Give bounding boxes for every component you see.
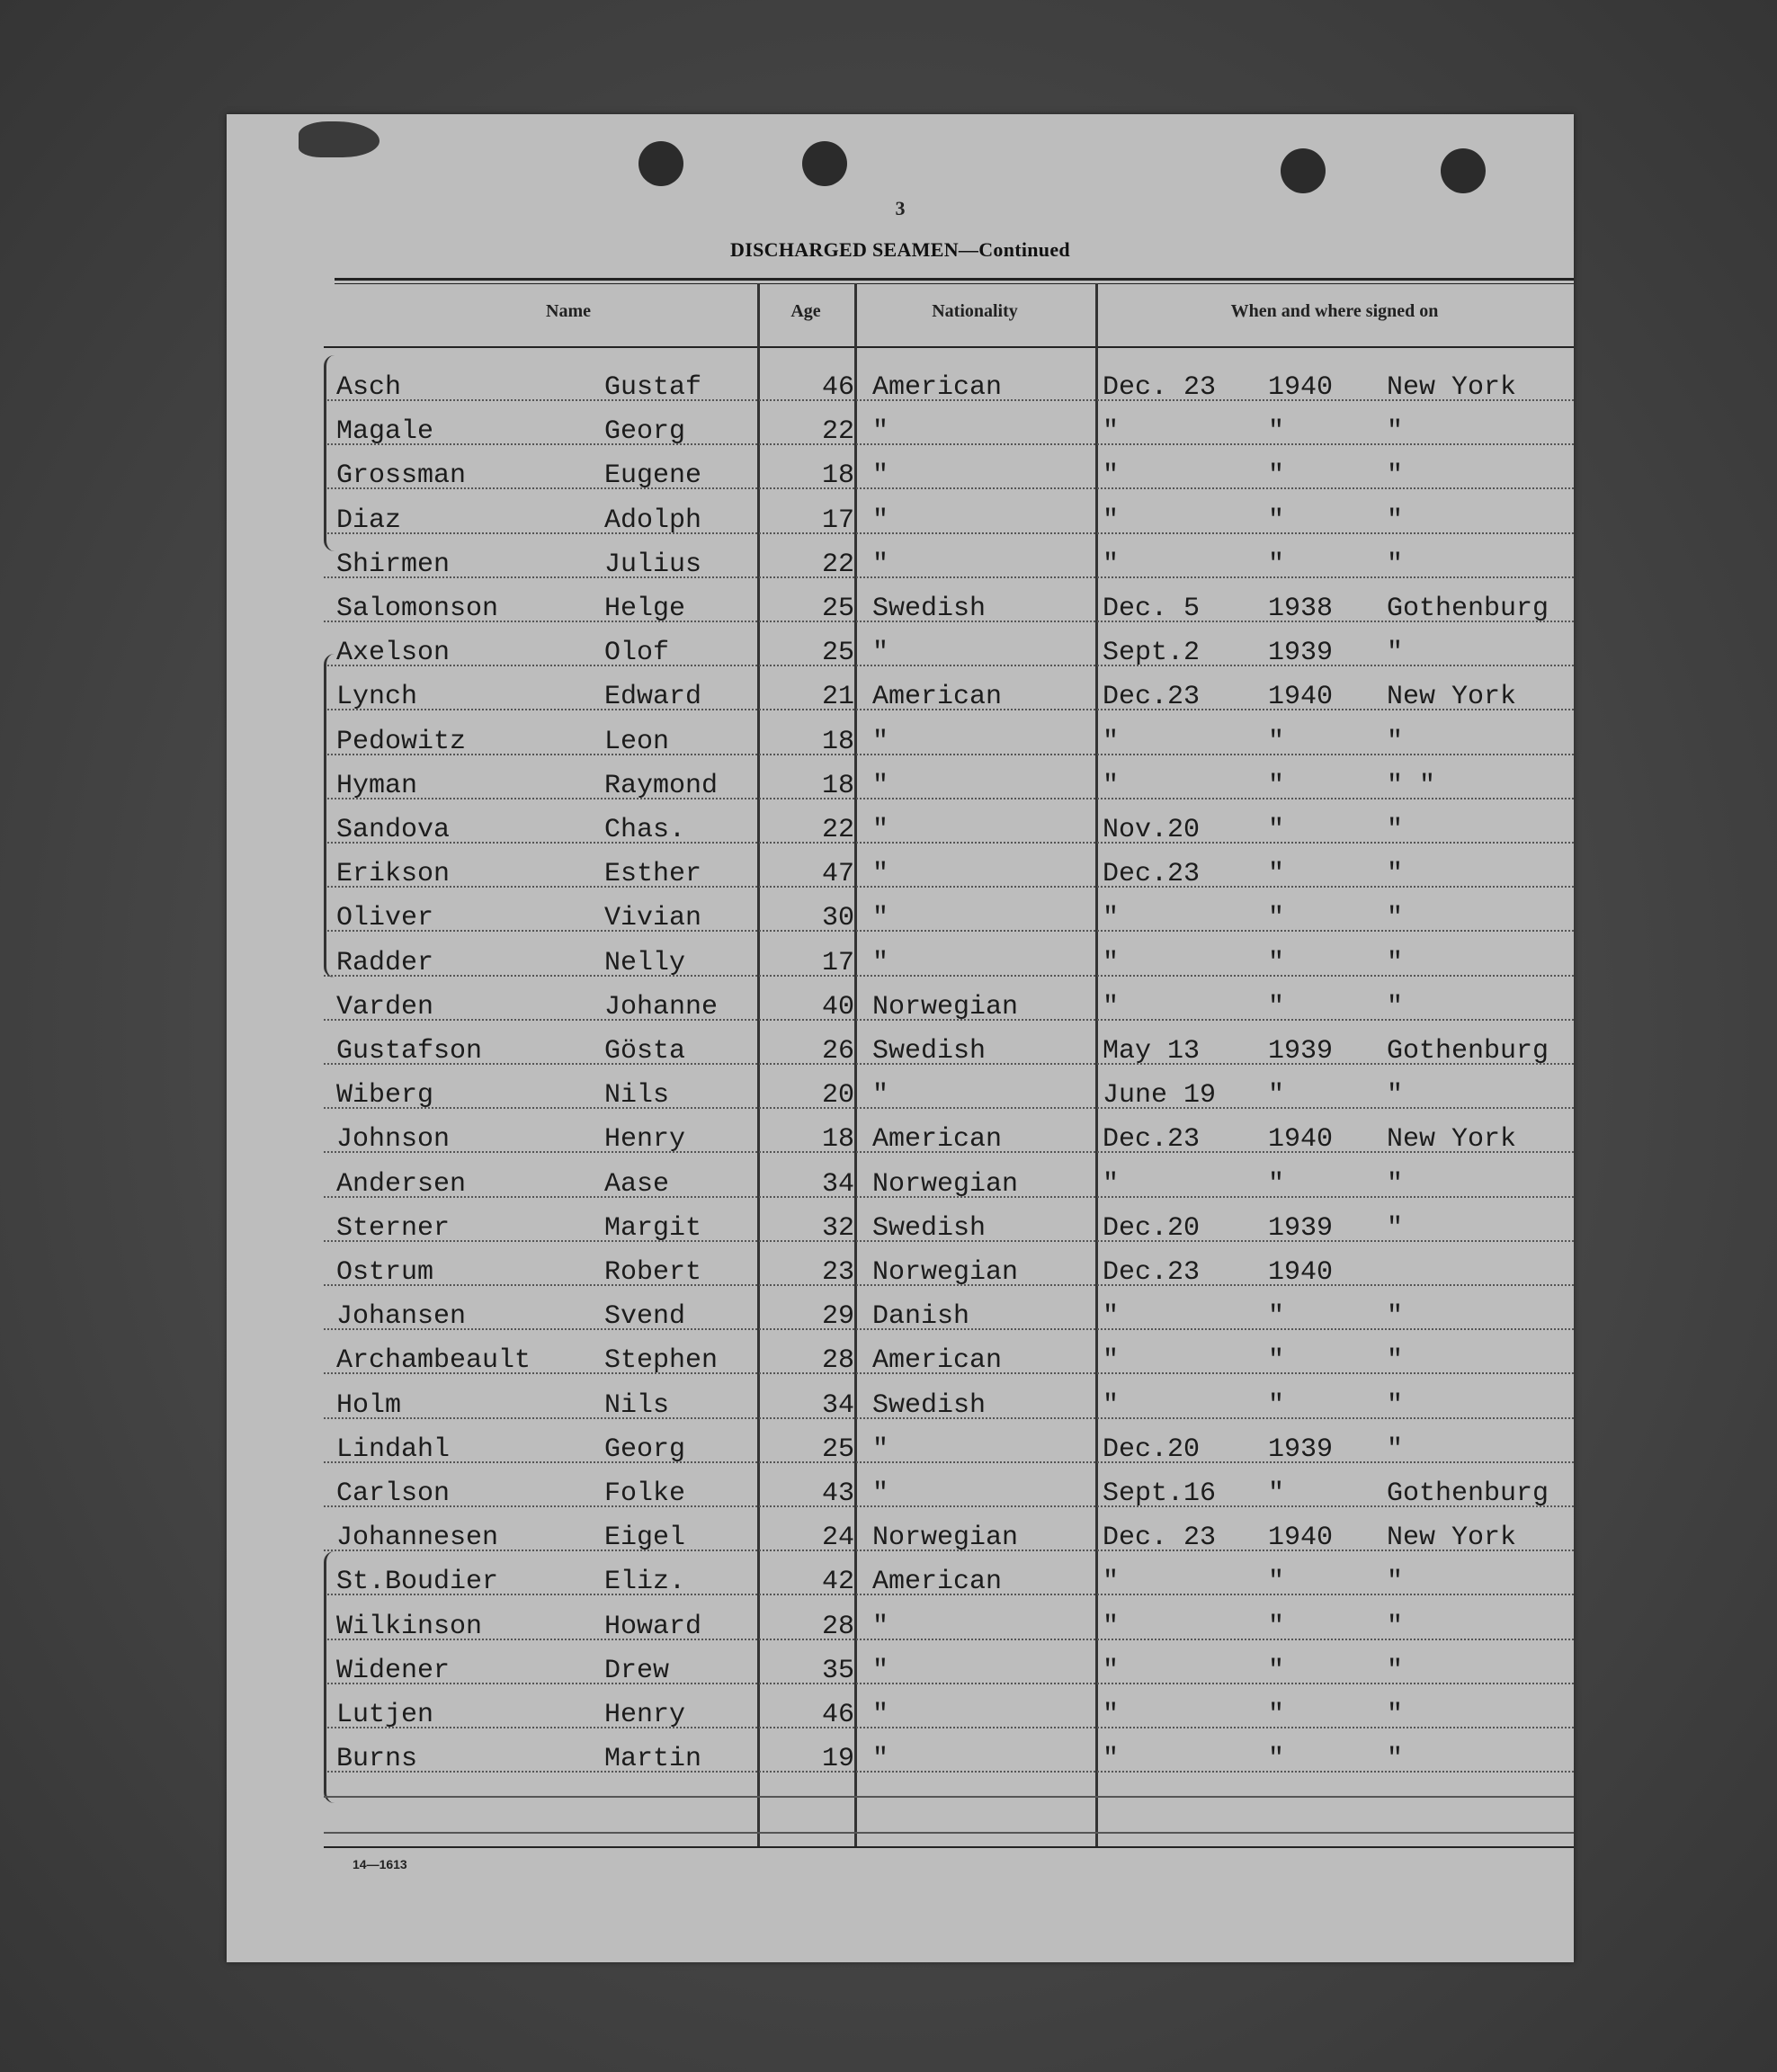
last-name-cell: Widener	[336, 1655, 451, 1686]
age-cell: 19	[821, 1744, 854, 1775]
first-name-cell: Margit	[604, 1212, 702, 1244]
signed-date-cell: "	[1103, 903, 1120, 934]
table-row	[227, 1642, 1574, 1686]
table-row	[227, 978, 1574, 1023]
last-name-cell: Burns	[336, 1744, 418, 1775]
first-name-cell: Johanne	[604, 991, 719, 1023]
first-name-cell: Edward	[604, 682, 702, 713]
page-number: 3	[895, 197, 906, 219]
signed-date-cell: "	[1103, 549, 1120, 580]
last-name-cell: Johnson	[336, 1124, 451, 1156]
last-name-cell: Lindahl	[336, 1433, 451, 1465]
age-cell: 20	[821, 1080, 854, 1112]
signed-port-cell: "	[1387, 1567, 1404, 1598]
age-cell: 22	[821, 815, 854, 845]
last-name-cell: Oliver	[336, 903, 434, 934]
signed-date-cell: Nov.20	[1103, 815, 1201, 845]
nationality-cell: "	[872, 947, 889, 978]
nationality-cell: Swedish	[872, 1389, 987, 1421]
last-name-cell: Varden	[336, 991, 434, 1023]
age-cell: 46	[821, 1700, 854, 1730]
table-row	[227, 757, 1574, 801]
signed-year-cell: 1940	[1268, 682, 1334, 713]
signed-port-cell: "	[1387, 549, 1404, 580]
signed-year-cell: "	[1268, 947, 1285, 978]
age-cell: 30	[821, 903, 854, 934]
last-name-cell: Holm	[336, 1389, 402, 1421]
first-name-cell: Eugene	[604, 460, 702, 492]
table-row	[227, 1288, 1574, 1332]
first-name-cell: Raymond	[604, 770, 719, 801]
age-cell: 18	[821, 726, 854, 757]
nationality-cell: "	[872, 726, 889, 757]
last-name-cell: Axelson	[336, 638, 451, 669]
nationality-cell: Norwegian	[872, 991, 1019, 1023]
table-row	[227, 1553, 1574, 1597]
age-cell: 28	[821, 1611, 854, 1642]
nationality-cell: American	[872, 682, 1003, 713]
nationality-cell: "	[872, 460, 889, 492]
signed-year-cell: "	[1268, 416, 1285, 448]
table-row	[227, 1156, 1574, 1200]
nationality-cell: "	[872, 1700, 889, 1730]
blank-line	[324, 1832, 1574, 1834]
signed-port-cell: "	[1387, 726, 1404, 757]
nationality-cell: "	[872, 638, 889, 669]
signed-port-cell: "	[1387, 1168, 1404, 1200]
table-row	[227, 1686, 1574, 1730]
signed-year-cell: 1939	[1268, 1036, 1334, 1067]
table-row	[227, 492, 1574, 536]
first-name-cell: Adolph	[604, 505, 702, 536]
signed-year-cell: "	[1268, 903, 1285, 934]
signed-year-cell: "	[1268, 1080, 1285, 1112]
table-row	[227, 845, 1574, 889]
age-cell: 25	[821, 638, 854, 669]
last-name-cell: Grossman	[336, 460, 467, 492]
signed-date-cell: "	[1103, 770, 1120, 801]
age-cell: 21	[821, 682, 854, 713]
first-name-cell: Julius	[604, 549, 702, 580]
signed-year-cell: "	[1268, 991, 1285, 1023]
nationality-cell: American	[872, 1567, 1003, 1598]
table-row	[227, 1509, 1574, 1553]
table-row	[227, 1244, 1574, 1288]
first-name-cell: Aase	[604, 1168, 670, 1200]
age-cell: 29	[821, 1301, 854, 1333]
last-name-cell: Radder	[336, 947, 434, 978]
signed-date-cell: "	[1103, 416, 1120, 448]
signed-year-cell: "	[1268, 549, 1285, 580]
age-cell: 18	[821, 1124, 854, 1156]
signed-year-cell: "	[1268, 859, 1285, 890]
nationality-cell: "	[872, 903, 889, 934]
signed-date-cell: Dec.23	[1103, 859, 1201, 890]
signed-year-cell: 1940	[1268, 1523, 1334, 1554]
bracket-mark	[324, 654, 339, 978]
nationality-cell: American	[872, 1345, 1003, 1377]
signed-date-cell: "	[1103, 991, 1120, 1023]
nationality-cell: "	[872, 770, 889, 801]
signed-port-cell: "	[1387, 1080, 1404, 1112]
signed-date-cell: "	[1103, 1744, 1120, 1775]
signed-year-cell: "	[1268, 505, 1285, 536]
punch-hole	[802, 141, 847, 186]
signed-port-cell: New York	[1387, 1124, 1517, 1156]
first-name-cell: Nils	[604, 1389, 670, 1421]
signed-port-cell: Gothenburg	[1387, 1036, 1549, 1067]
signed-port-cell: "	[1387, 638, 1404, 669]
nationality-cell: "	[872, 1080, 889, 1112]
last-name-cell: Sandova	[336, 815, 451, 845]
first-name-cell: Olof	[604, 638, 670, 669]
age-cell: 18	[821, 460, 854, 492]
first-name-cell: Eliz.	[604, 1567, 686, 1598]
first-name-cell: Nelly	[604, 947, 686, 978]
signed-year-cell: 1939	[1268, 1433, 1334, 1465]
first-name-cell: Stephen	[604, 1345, 719, 1377]
first-name-cell: Esther	[604, 859, 702, 890]
age-cell: 40	[821, 991, 854, 1023]
signed-year-cell: "	[1268, 770, 1285, 801]
age-cell: 25	[821, 594, 854, 624]
table-row	[227, 1730, 1574, 1774]
age-cell: 23	[821, 1257, 854, 1288]
header-bottom-rule	[324, 346, 1574, 348]
age-cell: 46	[821, 372, 854, 403]
signed-year-cell: "	[1268, 1655, 1285, 1686]
last-name-cell: Sterner	[336, 1212, 451, 1244]
column-header-nationality: Nationality	[932, 301, 1018, 321]
age-cell: 42	[821, 1567, 854, 1598]
signed-year-cell: "	[1268, 1478, 1285, 1509]
signed-port-cell: "	[1387, 1345, 1404, 1377]
nationality-cell: "	[872, 1611, 889, 1642]
last-name-cell: Salomonson	[336, 594, 499, 624]
age-cell: 25	[821, 1433, 854, 1465]
nationality-cell: Swedish	[872, 1036, 987, 1067]
signed-port-cell: "	[1387, 815, 1404, 845]
last-name-cell: Andersen	[336, 1168, 467, 1200]
signed-port-cell: New York	[1387, 1523, 1517, 1554]
nationality-cell: American	[872, 372, 1003, 403]
last-name-cell: Shirmen	[336, 549, 451, 580]
signed-port-cell: "	[1387, 1212, 1404, 1244]
signed-year-cell: 1940	[1268, 1124, 1334, 1156]
first-name-cell: Drew	[604, 1655, 670, 1686]
last-name-cell: Diaz	[336, 505, 402, 536]
signed-port-cell: "	[1387, 903, 1404, 934]
first-name-cell: Folke	[604, 1478, 686, 1509]
last-name-cell: Johansen	[336, 1301, 467, 1333]
age-cell: 32	[821, 1212, 854, 1244]
last-name-cell: Magale	[336, 416, 434, 448]
signed-port-cell: "	[1387, 1655, 1404, 1686]
signed-date-cell: Dec.20	[1103, 1433, 1201, 1465]
signed-year-cell: "	[1268, 1301, 1285, 1333]
table-row	[227, 668, 1574, 712]
header-rule	[335, 283, 1574, 284]
last-name-cell: Asch	[336, 372, 402, 403]
signed-port-cell: Gothenburg	[1387, 594, 1549, 624]
last-name-cell: Wilkinson	[336, 1611, 483, 1642]
table-row	[227, 889, 1574, 933]
first-name-cell: Eigel	[604, 1523, 686, 1554]
first-name-cell: Leon	[604, 726, 670, 757]
first-name-cell: Martin	[604, 1744, 702, 1775]
nationality-cell: "	[872, 859, 889, 890]
signed-year-cell: 1938	[1268, 594, 1334, 624]
last-name-cell: Hyman	[336, 770, 418, 801]
last-name-cell: Wiberg	[336, 1080, 434, 1112]
age-cell: 28	[821, 1345, 854, 1377]
last-name-cell: Gustafson	[336, 1036, 483, 1067]
table-row	[227, 580, 1574, 624]
signed-year-cell: "	[1268, 1168, 1285, 1200]
first-name-cell: Gösta	[604, 1036, 686, 1067]
nationality-cell: "	[872, 549, 889, 580]
table-bottom-rule	[324, 1846, 1574, 1848]
signed-port-cell: "	[1387, 460, 1404, 492]
punch-hole	[638, 141, 683, 186]
nationality-cell: Norwegian	[872, 1168, 1019, 1200]
table-row	[227, 801, 1574, 845]
first-name-cell: Georg	[604, 416, 686, 448]
table-row	[227, 1377, 1574, 1421]
table-row	[227, 1200, 1574, 1244]
signed-port-cell: "	[1387, 416, 1404, 448]
signed-date-cell: Sept.2	[1103, 638, 1201, 669]
signed-port-cell: "	[1387, 859, 1404, 890]
signed-year-cell: "	[1268, 1611, 1285, 1642]
table-row	[227, 624, 1574, 668]
nationality-cell: "	[872, 416, 889, 448]
signed-port-cell: " "	[1387, 770, 1436, 801]
age-cell: 47	[821, 859, 854, 890]
signed-date-cell: "	[1103, 1345, 1120, 1377]
age-cell: 17	[821, 505, 854, 536]
nationality-cell: Swedish	[872, 594, 987, 624]
table-row	[227, 713, 1574, 757]
nationality-cell: "	[872, 505, 889, 536]
signed-date-cell: Dec.23	[1103, 1124, 1201, 1156]
signed-year-cell: 1940	[1268, 1257, 1334, 1288]
age-cell: 24	[821, 1523, 854, 1554]
column-header-signed-on: When and where signed on	[1230, 301, 1439, 321]
age-cell: 34	[821, 1168, 854, 1200]
first-name-cell: Vivian	[604, 903, 702, 934]
first-name-cell: Svend	[604, 1301, 686, 1333]
first-name-cell: Howard	[604, 1611, 702, 1642]
form-number: 14—1613	[353, 1857, 407, 1871]
signed-port-cell: Gothenburg	[1387, 1478, 1549, 1509]
first-name-cell: Henry	[604, 1700, 686, 1730]
first-name-cell: Robert	[604, 1257, 702, 1288]
age-cell: 26	[821, 1036, 854, 1067]
signed-date-cell: "	[1103, 726, 1120, 757]
signed-date-cell: Dec.23	[1103, 1257, 1201, 1288]
signed-date-cell: "	[1103, 1655, 1120, 1686]
signed-year-cell: 1940	[1268, 372, 1334, 403]
bracket-mark	[324, 355, 339, 551]
signed-year-cell: "	[1268, 460, 1285, 492]
signed-date-cell: "	[1103, 505, 1120, 536]
signed-port-cell: "	[1387, 1611, 1404, 1642]
signed-date-cell: "	[1103, 1611, 1120, 1642]
table-row	[227, 403, 1574, 447]
nationality-cell: "	[872, 815, 889, 845]
signed-year-cell: "	[1268, 726, 1285, 757]
table-row	[227, 934, 1574, 978]
signed-date-cell: "	[1103, 1567, 1120, 1598]
signed-port-cell: New York	[1387, 682, 1517, 713]
blank-line	[324, 1796, 1574, 1798]
page-title: DISCHARGED SEAMEN—Continued	[730, 238, 1070, 261]
punch-hole	[1441, 148, 1486, 193]
signed-date-cell: "	[1103, 460, 1120, 492]
signed-port-cell: New York	[1387, 372, 1517, 403]
nationality-cell: "	[872, 1744, 889, 1775]
last-name-cell: Lynch	[336, 682, 418, 713]
signed-date-cell: June 19	[1103, 1080, 1217, 1112]
first-name-cell: Henry	[604, 1124, 686, 1156]
last-name-cell: Ostrum	[336, 1257, 434, 1288]
last-name-cell: Archambeault	[336, 1345, 531, 1377]
nationality-cell: "	[872, 1655, 889, 1686]
signed-date-cell: "	[1103, 1301, 1120, 1333]
signed-year-cell: "	[1268, 815, 1285, 845]
signed-date-cell: Dec. 23	[1103, 1523, 1217, 1554]
table-row	[227, 1111, 1574, 1155]
nationality-cell: American	[872, 1124, 1003, 1156]
table-row	[227, 1332, 1574, 1376]
nationality-cell: Swedish	[872, 1212, 987, 1244]
last-name-cell: Johannesen	[336, 1523, 499, 1554]
nationality-cell: "	[872, 1433, 889, 1465]
bracket-mark	[324, 1551, 339, 1803]
age-cell: 22	[821, 416, 854, 448]
last-name-cell: Pedowitz	[336, 726, 467, 757]
signed-year-cell: 1939	[1268, 638, 1334, 669]
signed-date-cell: "	[1103, 947, 1120, 978]
signed-year-cell: "	[1268, 1345, 1285, 1377]
column-header-age: Age	[790, 301, 821, 321]
signed-port-cell: "	[1387, 947, 1404, 978]
signed-date-cell: Dec.20	[1103, 1212, 1201, 1244]
nationality-cell: Danish	[872, 1301, 970, 1333]
signed-date-cell: "	[1103, 1168, 1120, 1200]
signed-year-cell: "	[1268, 1700, 1285, 1730]
signed-year-cell: 1939	[1268, 1212, 1334, 1244]
age-cell: 22	[821, 549, 854, 580]
signed-date-cell: Sept.16	[1103, 1478, 1217, 1509]
age-cell: 43	[821, 1478, 854, 1509]
nationality-cell: Norwegian	[872, 1523, 1019, 1554]
age-cell: 17	[821, 947, 854, 978]
signed-port-cell: "	[1387, 505, 1404, 536]
table-row	[227, 1023, 1574, 1067]
table-row	[227, 1421, 1574, 1465]
last-name-cell: Lutjen	[336, 1700, 434, 1730]
document-page	[227, 114, 1574, 1962]
nationality-cell: "	[872, 1478, 889, 1509]
signed-date-cell: Dec.23	[1103, 682, 1201, 713]
first-name-cell: Georg	[604, 1433, 686, 1465]
punch-hole	[1281, 148, 1326, 193]
nationality-cell: Norwegian	[872, 1257, 1019, 1288]
age-cell: 35	[821, 1655, 854, 1686]
signed-year-cell: "	[1268, 1567, 1285, 1598]
torn-corner	[299, 121, 380, 157]
last-name-cell: Erikson	[336, 859, 451, 890]
first-name-cell: Helge	[604, 594, 686, 624]
first-name-cell: Chas.	[604, 815, 686, 845]
signed-date-cell: May 13	[1103, 1036, 1201, 1067]
last-name-cell: Carlson	[336, 1478, 451, 1509]
signed-year-cell: "	[1268, 1744, 1285, 1775]
table-row	[227, 536, 1574, 580]
table-row	[227, 1067, 1574, 1111]
signed-date-cell: Dec. 5	[1103, 594, 1201, 624]
column-header-name: Name	[546, 301, 591, 321]
signed-port-cell: "	[1387, 1700, 1404, 1730]
age-cell: 34	[821, 1389, 854, 1421]
signed-date-cell: Dec. 23	[1103, 372, 1217, 403]
signed-year-cell: "	[1268, 1389, 1285, 1421]
table-row	[227, 447, 1574, 491]
table-row	[227, 1598, 1574, 1642]
signed-port-cell: "	[1387, 1301, 1404, 1333]
table-row	[227, 359, 1574, 403]
first-name-cell: Nils	[604, 1080, 670, 1112]
first-name-cell: Gustaf	[604, 372, 702, 403]
last-name-cell: St.Boudier	[336, 1567, 499, 1598]
age-cell: 18	[821, 770, 854, 801]
signed-port-cell: "	[1387, 1433, 1404, 1465]
signed-port-cell: "	[1387, 1744, 1404, 1775]
signed-date-cell: "	[1103, 1389, 1120, 1421]
table-row	[227, 1465, 1574, 1509]
signed-date-cell: "	[1103, 1700, 1120, 1730]
header-rule	[335, 278, 1574, 281]
signed-port-cell: "	[1387, 1389, 1404, 1421]
signed-port-cell: "	[1387, 991, 1404, 1023]
